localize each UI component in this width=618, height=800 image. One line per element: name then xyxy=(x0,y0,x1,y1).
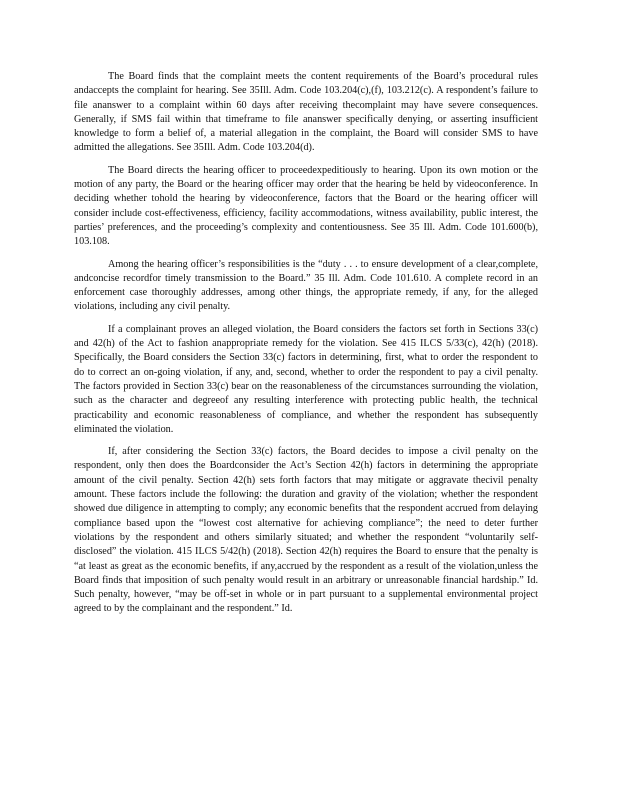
document-page xyxy=(74,70,538,625)
paragraph-hearing-officer-duty: Among the hearing officer’s responsibilities is the “duty . . . to ensure development of a clear,complete, andconcise recordfor timely transmission to the Board.” 35 Ill. Adm. Code 101.610. A complete record in an enforcement case thoroughly addresses, among other things, the appropriate remedy, if any, for the alleged violations, including any civil penalty. xyxy=(74,258,538,313)
paragraph-section-33c-factors: If a complainant proves an alleged violation, the Board considers the factors set forth in Sections 33(c) and 42(h) of the Act to fashion anappropriate remedy for the violation. See 415 ILCS 5/33(c), 42(h) (2018). Specifically, the Board considers the Section 33(c) factors in determining, first, what to order the respondent to do to correct an on-going violation, if any, and, second, whether to order the respondent to pay a civil penalty. The factors provided in Section 33(c) bear on the reasonableness of the circumstances surrounding the violation, such as the character and degreeof any resulting interference with protecting public health, the technical practicability and economic reasonableness of compliance, and whether the respondent has subsequently eliminated the violation. xyxy=(74,323,538,435)
paragraph-section-42h-factors: If, after considering the Section 33(c) factors, the Board decides to impose a civil penalty on the respondent, only then does the Boardconsider the Act’s Section 42(h) factors in determining the appropriate amount of the civil penalty. Section 42(h) sets forth factors that may mitigate or aggravate thecivil penalty amount. These factors include the following: the duration and gravity of the violation; whether the respondent showed due diligence in attempting to comply; any economic benefits that the respondent accrued from delaying compliance based upon the “lowest cost alternative for achieving compliance”; the need to deter further violations by the respondent and others similarly situated; and whether the respondent “voluntarily self-disclosed” the violation. 415 ILCS 5/42(h) (2018). Section 42(h) requires the Board to ensure that the penalty is “at least as great as the economic benefits, if any,accrued by the respondent as a result of the violation,unless the Board finds that imposition of such penalty would result in an arbitrary or unreasonable financial hardship.” Id. Such penalty, however, “may be off-set in whole or in part pursuant to a supplemental environmental project agreed to by the complainant and the respondent.” Id. xyxy=(74,446,538,615)
paragraph-hearing-directive: The Board directs the hearing officer to proceedexpeditiously to hearing. Upon its own motion or the motion of any party, the Board or the hearing officer may order that the hearing be held by videoconference. In deciding whether tohold the hearing by videoconference, factors that the Board or the hearing officer will consider include cost-effectiveness, efficiency, facility accommodations, witness availability, public interest, the parties’ preferences, and the proceeding’s complexity and contentiousness. See 35 Ill. Adm. Code 101.600(b), 103.108. xyxy=(74,164,538,248)
paragraph-complaint-acceptance: The Board finds that the complaint meets the content requirements of the Board’s procedural rules andaccepts the complaint for hearing. See 35Ill. Adm. Code 103.204(c),(f), 103.212(c). A respondent’s failure to file ananswer to a complaint within 60 days after receiving thecomplaint may have severe consequences. Generally, if SMS fail within that timeframe to file ananswer specifically denying, or asserting insufficient knowledge to form a belief of, a material allegation in the complaint, the Board will consider SMS to have admitted the allegations. See 35Ill. Adm. Code 103.204(d). xyxy=(74,71,538,154)
